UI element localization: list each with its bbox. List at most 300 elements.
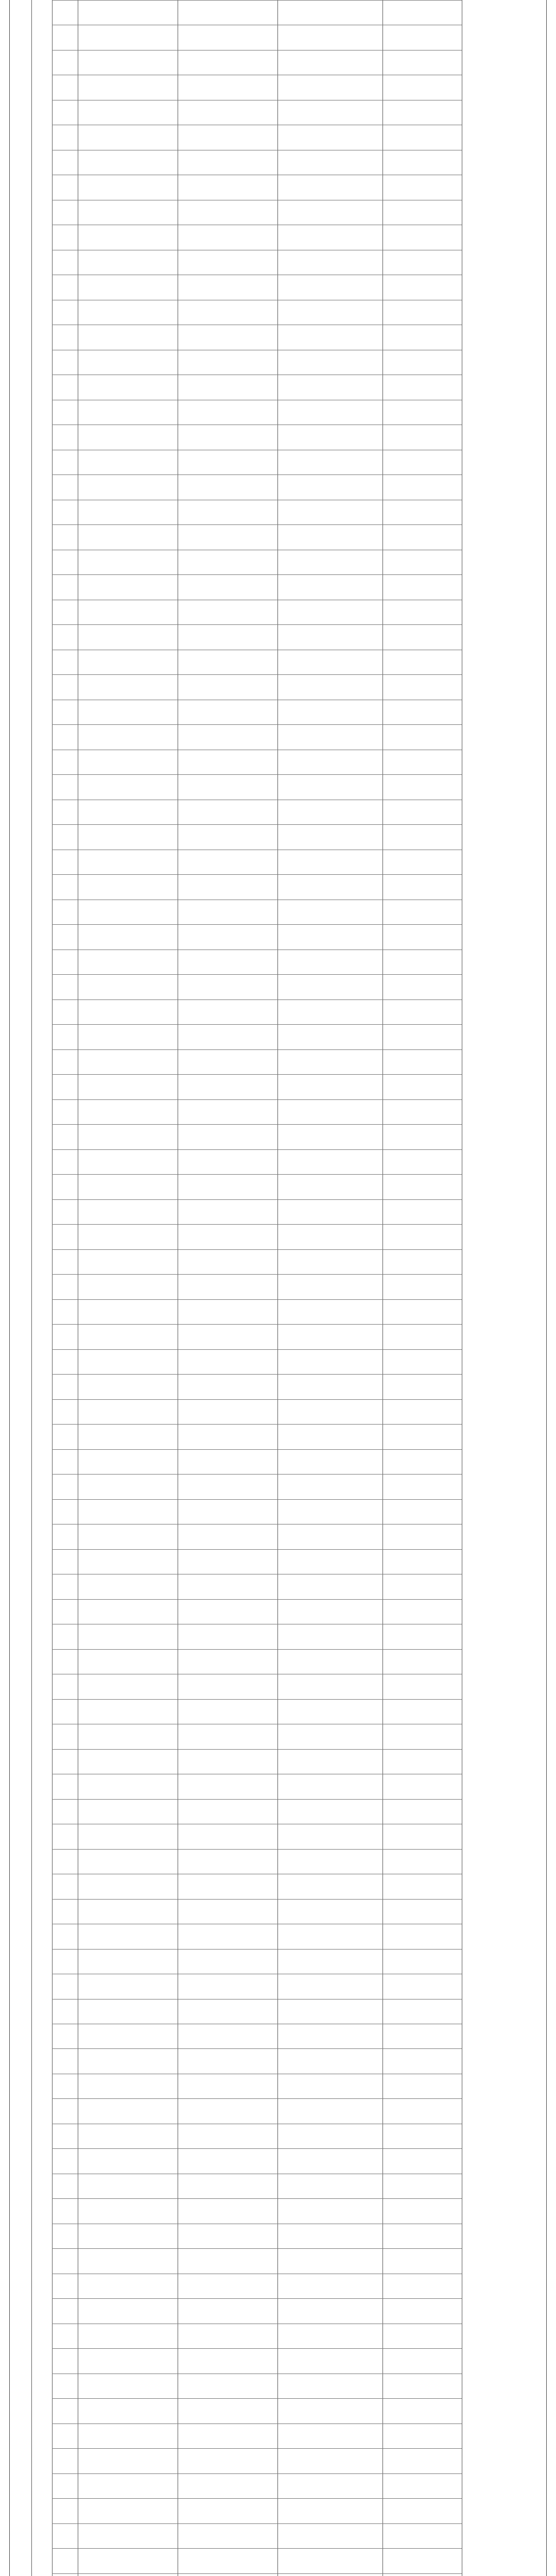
cell-phone: [384, 2348, 461, 2373]
cell-hours: [279, 1474, 381, 1499]
row-rule: [52, 924, 462, 925]
cell-hours: [279, 2198, 381, 2223]
table-row: [10, 2098, 547, 2123]
cell-name: [79, 1999, 177, 2024]
cell-phone: [384, 400, 461, 425]
table-row: [10, 1199, 547, 1224]
cell-hours: [279, 1199, 381, 1224]
cell-name: [79, 1874, 177, 1899]
cell-address: [179, 275, 276, 299]
cell-address: [179, 2074, 276, 2098]
table-row: [10, 2548, 547, 2573]
cell-name: [79, 1924, 177, 1948]
table-row: [10, 750, 547, 774]
row-rule: [52, 1049, 462, 1050]
cell-address: [179, 1824, 276, 1849]
table-row: [10, 250, 547, 275]
table-row: [10, 175, 547, 199]
cell-hours: [279, 250, 381, 275]
cell-hours: [279, 600, 381, 624]
cell-phone: [384, 1249, 461, 1274]
cell-hours: [279, 25, 381, 49]
cell-address: [179, 1699, 276, 1724]
cell-hours: [279, 1999, 381, 2024]
cell-phone: [384, 1074, 461, 1099]
table-row: [10, 0, 547, 25]
cell-phone: [384, 750, 461, 774]
cell-address: [179, 1974, 276, 1998]
cell-phone: [384, 2198, 461, 2223]
cell-address: [179, 2248, 276, 2273]
cell-name: [79, 1424, 177, 1449]
cell-phone: [384, 1174, 461, 1199]
row-rule: [52, 1849, 462, 1850]
table-row: [10, 524, 547, 549]
cell-hours: [279, 2498, 381, 2523]
cell-name: [79, 125, 177, 149]
table-row: [10, 474, 547, 499]
cell-name: [79, 474, 177, 499]
row-rule: [52, 1224, 462, 1225]
cell-phone: [384, 1749, 461, 1774]
cell-address: [179, 100, 276, 125]
cell-name: [79, 1549, 177, 1574]
cell-phone: [384, 574, 461, 599]
cell-phone: [384, 1974, 461, 1998]
cell-name: [79, 1774, 177, 1799]
cell-phone: [384, 924, 461, 949]
cell-address: [179, 1099, 276, 1124]
cell-address: [179, 724, 276, 749]
cell-address: [179, 1849, 276, 1874]
cell-address: [179, 550, 276, 574]
cell-name: [79, 2298, 177, 2323]
table-row: [10, 974, 547, 999]
row-rule: [52, 1699, 462, 1700]
cell-hours: [279, 150, 381, 175]
cell-hours: [279, 574, 381, 599]
cell-address: [179, 574, 276, 599]
table-row: [10, 1974, 547, 1998]
row-rule: [52, 874, 462, 875]
cell-phone: [384, 1899, 461, 1924]
cell-phone: [384, 1549, 461, 1574]
cell-name: [79, 1149, 177, 1174]
cell-phone: [384, 2148, 461, 2173]
cell-name: [79, 524, 177, 549]
cell-phone: [384, 1624, 461, 1649]
cell-hours: [279, 624, 381, 649]
cell-phone: [384, 2024, 461, 2048]
cell-address: [179, 874, 276, 899]
cell-phone: [384, 1149, 461, 1174]
cell-phone: [384, 2298, 461, 2323]
cell-address: [179, 1299, 276, 1324]
cell-name: [79, 1399, 177, 1424]
cell-hours: [279, 824, 381, 849]
cell-hours: [279, 2148, 381, 2173]
cell-hours: [279, 275, 381, 299]
cell-hours: [279, 974, 381, 999]
cell-hours: [279, 50, 381, 75]
cell-hours: [279, 1224, 381, 1249]
cell-phone: [384, 600, 461, 624]
cell-phone: [384, 624, 461, 649]
table-row: [10, 2398, 547, 2423]
table-row: [10, 275, 547, 299]
cell-address: [179, 200, 276, 225]
cell-address: [179, 1174, 276, 1199]
table-row: [10, 1499, 547, 1524]
cell-address: [179, 600, 276, 624]
table-row: [10, 1749, 547, 1774]
cell-phone: [384, 200, 461, 225]
cell-hours: [279, 1874, 381, 1899]
cell-address: [179, 2174, 276, 2198]
table-row: [10, 1849, 547, 1874]
cell-name: [79, 1199, 177, 1224]
table-row: [10, 225, 547, 249]
row-rule: [52, 2248, 462, 2249]
cell-phone: [384, 1874, 461, 1899]
cell-hours: [279, 2224, 381, 2248]
cell-hours: [279, 1524, 381, 1549]
cell-name: [79, 800, 177, 824]
cell-address: [179, 2024, 276, 2048]
cell-hours: [279, 1399, 381, 1424]
cell-phone: [384, 1824, 461, 1849]
cell-hours: [279, 674, 381, 699]
cell-name: [79, 1749, 177, 1774]
cell-phone: [384, 25, 461, 49]
table-row: [10, 2324, 547, 2348]
cell-name: [79, 2398, 177, 2423]
cell-name: [79, 325, 177, 349]
cell-hours: [279, 999, 381, 1024]
row-rule: [52, 1349, 462, 1350]
cell-hours: [279, 650, 381, 674]
row-rule: [52, 2348, 462, 2349]
cell-address: [179, 375, 276, 399]
cell-address: [179, 2298, 276, 2323]
table-row: [10, 574, 547, 599]
cell-name: [79, 974, 177, 999]
table-row: [10, 1774, 547, 1799]
cell-phone: [384, 650, 461, 674]
cell-name: [79, 850, 177, 874]
cell-hours: [279, 1649, 381, 1674]
cell-address: [179, 1724, 276, 1749]
table-row: [10, 425, 547, 449]
cell-address: [179, 2523, 276, 2548]
cell-name: [79, 2024, 177, 2048]
cell-name: [79, 450, 177, 474]
cell-address: [179, 1024, 276, 1049]
table-row: [10, 1524, 547, 1549]
table-row: [10, 800, 547, 824]
table-row: [10, 1799, 547, 1824]
cell-hours: [279, 175, 381, 199]
cell-name: [79, 1674, 177, 1699]
cell-address: [179, 1599, 276, 1624]
cell-phone: [384, 474, 461, 499]
table-row: [10, 2124, 547, 2148]
table-row: [10, 1899, 547, 1924]
cell-address: [179, 1624, 276, 1649]
cell-hours: [279, 2548, 381, 2573]
table-row: [10, 375, 547, 399]
cell-name: [79, 1649, 177, 1674]
table-row: [10, 2074, 547, 2098]
cell-phone: [384, 1474, 461, 1499]
table-row: [10, 924, 547, 949]
row-rule: [52, 1199, 462, 1200]
cell-hours: [279, 1749, 381, 1774]
cell-phone: [384, 1699, 461, 1724]
cell-hours: [279, 1724, 381, 1749]
cell-name: [79, 724, 177, 749]
cell-phone: [384, 700, 461, 724]
cell-name: [79, 1299, 177, 1324]
table-row: [10, 2498, 547, 2523]
cell-address: [179, 300, 276, 325]
cell-phone: [384, 1524, 461, 1549]
cell-phone: [384, 900, 461, 924]
cell-name: [79, 2424, 177, 2448]
cell-hours: [279, 1174, 381, 1199]
table-row: [10, 300, 547, 325]
cell-name: [79, 50, 177, 75]
cell-phone: [384, 175, 461, 199]
cell-address: [179, 924, 276, 949]
table-row: [10, 2348, 547, 2373]
cell-hours: [279, 1924, 381, 1948]
cell-name: [79, 624, 177, 649]
table-row: [10, 2248, 547, 2273]
cell-name: [79, 2348, 177, 2373]
table-row: [10, 1399, 547, 1424]
cell-hours: [279, 800, 381, 824]
table-row: [10, 1124, 547, 1149]
table-row: [10, 650, 547, 674]
cell-name: [79, 1849, 177, 1874]
cell-phone: [384, 1574, 461, 1599]
cell-hours: [279, 1274, 381, 1299]
cell-address: [179, 150, 276, 175]
cell-hours: [279, 2374, 381, 2398]
table-row: [10, 1174, 547, 1199]
cell-phone: [384, 1724, 461, 1749]
cell-address: [179, 850, 276, 874]
cell-name: [79, 674, 177, 699]
table-row: [10, 1699, 547, 1724]
cell-phone: [384, 150, 461, 175]
row-rule: [52, 1074, 462, 1075]
cell-name: [79, 400, 177, 425]
cell-address: [179, 1524, 276, 1549]
cell-phone: [384, 375, 461, 399]
cell-name: [79, 250, 177, 275]
cell-phone: [384, 350, 461, 375]
cell-address: [179, 50, 276, 75]
cell-hours: [279, 400, 381, 425]
cell-name: [79, 1699, 177, 1724]
table-row: [10, 2198, 547, 2223]
cell-hours: [279, 550, 381, 574]
row-rule: [52, 1649, 462, 1650]
table-row: [10, 1224, 547, 1249]
row-rule: [52, 1024, 462, 1025]
service-directory-table: [9, 0, 547, 2576]
table-row: [10, 824, 547, 849]
cell-address: [179, 1549, 276, 1574]
cell-hours: [279, 1299, 381, 1324]
cell-hours: [279, 2174, 381, 2198]
cell-address: [179, 2098, 276, 2123]
table-row: [10, 1649, 547, 1674]
cell-address: [179, 2148, 276, 2173]
cell-name: [79, 2274, 177, 2298]
cell-name: [79, 2473, 177, 2498]
cell-address: [179, 1149, 276, 1174]
cell-phone: [384, 2274, 461, 2298]
row-rule: [52, 1949, 462, 1950]
cell-address: [179, 2224, 276, 2248]
cell-phone: [384, 2098, 461, 2123]
table-row: [10, 400, 547, 425]
cell-hours: [279, 1349, 381, 1374]
cell-phone: [384, 225, 461, 249]
cell-hours: [279, 350, 381, 375]
cell-phone: [384, 100, 461, 125]
row-rule: [52, 1374, 462, 1375]
cell-address: [179, 1749, 276, 1774]
cell-hours: [279, 2448, 381, 2473]
cell-name: [79, 2174, 177, 2198]
cell-address: [179, 2124, 276, 2148]
table-row: [10, 2374, 547, 2398]
table-row: [10, 2148, 547, 2173]
cell-address: [179, 2398, 276, 2423]
row-rule: [52, 574, 462, 575]
table-row: [10, 1049, 547, 1074]
cell-phone: [384, 1949, 461, 1974]
cell-hours: [279, 2298, 381, 2323]
cell-hours: [279, 1374, 381, 1399]
table-row: [10, 1574, 547, 1599]
cell-name: [79, 1249, 177, 1274]
cell-name: [79, 874, 177, 899]
row-rule: [52, 2148, 462, 2149]
cell-address: [179, 250, 276, 275]
cell-hours: [279, 1574, 381, 1599]
cell-address: [179, 1574, 276, 1599]
cell-address: [179, 700, 276, 724]
cell-phone: [384, 524, 461, 549]
cell-name: [79, 25, 177, 49]
table-row: [10, 1324, 547, 1349]
row-rule: [52, 1274, 462, 1275]
table-row: [10, 2424, 547, 2448]
cell-name: [79, 300, 177, 325]
cell-name: [79, 2224, 177, 2248]
cell-address: [179, 774, 276, 799]
table-row: [10, 2048, 547, 2073]
cell-phone: [384, 1049, 461, 1074]
cell-name: [79, 0, 177, 25]
table-row: [10, 2523, 547, 2548]
cell-address: [179, 25, 276, 49]
cell-hours: [279, 900, 381, 924]
cell-hours: [279, 0, 381, 25]
table-row: [10, 1349, 547, 1374]
cell-hours: [279, 2248, 381, 2273]
cell-name: [79, 2198, 177, 2223]
cell-phone: [384, 2498, 461, 2523]
cell-phone: [384, 850, 461, 874]
cell-name: [79, 2124, 177, 2148]
cell-phone: [384, 2448, 461, 2473]
cell-name: [79, 1474, 177, 1499]
cell-address: [179, 2198, 276, 2223]
table-row: [10, 350, 547, 375]
cell-name: [79, 1499, 177, 1524]
cell-phone: [384, 2398, 461, 2423]
cell-hours: [279, 1024, 381, 1049]
cell-address: [179, 624, 276, 649]
cell-address: [179, 650, 276, 674]
cell-address: [179, 2274, 276, 2298]
cell-address: [179, 425, 276, 449]
cell-name: [79, 1349, 177, 1374]
cell-hours: [279, 724, 381, 749]
cell-name: [79, 2048, 177, 2073]
cell-hours: [279, 2274, 381, 2298]
table-row: [10, 2274, 547, 2298]
cell-hours: [279, 2098, 381, 2123]
cell-name: [79, 2098, 177, 2123]
table-row: [10, 125, 547, 149]
row-rule: [52, 724, 462, 725]
cell-phone: [384, 1374, 461, 1399]
cell-phone: [384, 1849, 461, 1874]
cell-phone: [384, 774, 461, 799]
row-rule: [52, 624, 462, 625]
cell-name: [79, 1074, 177, 1099]
table-row: [10, 2224, 547, 2248]
cell-address: [179, 824, 276, 849]
cell-address: [179, 974, 276, 999]
cell-address: [179, 1199, 276, 1224]
cell-address: [179, 1674, 276, 1699]
cell-phone: [384, 1924, 461, 1948]
cell-hours: [279, 1599, 381, 1624]
cell-address: [179, 1774, 276, 1799]
cell-name: [79, 1049, 177, 1074]
cell-address: [179, 2348, 276, 2373]
cell-phone: [384, 800, 461, 824]
cell-address: [179, 1274, 276, 1299]
table-row: [10, 774, 547, 799]
cell-phone: [384, 425, 461, 449]
cell-name: [79, 350, 177, 375]
cell-address: [179, 999, 276, 1024]
row-rule: [52, 2548, 462, 2549]
table-row: [10, 500, 547, 524]
cell-hours: [279, 450, 381, 474]
cell-phone: [384, 2523, 461, 2548]
cell-name: [79, 2374, 177, 2398]
